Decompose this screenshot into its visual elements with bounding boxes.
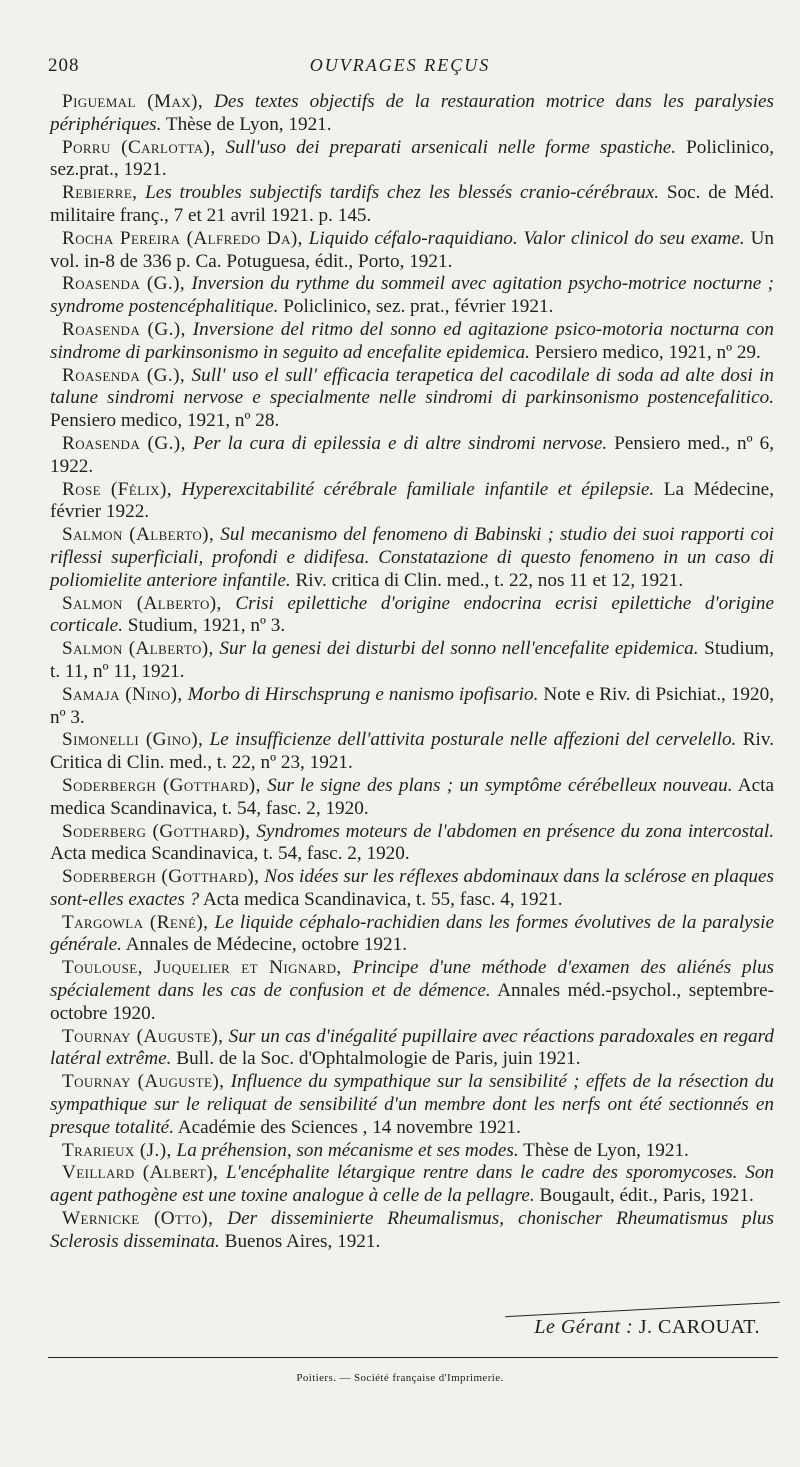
- reference-source: Riv. Critica di Clin. med., t. 22, nº 23, 1921.: [50, 729, 775, 774]
- reference-title: Sull'uso dei preparati arsenicali nelle forme spastiche.: [225, 136, 677, 158]
- reference-entry: [50, 912, 774, 958]
- reference-title: Inversione del ritmo del sonno ed agitazione psico-motoria nocturna con sindrome di parkinsonismo in seguito ad encefalite epidemica.: [50, 318, 774, 363]
- reference-source: Thèse de Lyon, 1921.: [165, 113, 332, 135]
- reference-author: Piguemal (Max),: [62, 91, 204, 112]
- reference-entry: [50, 1071, 774, 1139]
- reference-title: Liquido céfalo-raquidiano. Valor clinicol do seu exame.: [308, 227, 745, 249]
- reference-title: Sur la genesi dei disturbi del sonno nell'encefalite epidemica.: [219, 638, 699, 660]
- reference-author: Simonelli (Gino),: [62, 729, 204, 751]
- reference-entry: [50, 1162, 774, 1208]
- reference-author: Roasenda (G.),: [62, 364, 186, 386]
- reference-author: Rose (Félix),: [62, 478, 172, 500]
- reference-source: Studium, 1921, nº 3.: [127, 615, 286, 637]
- reference-author: Targowla (René),: [62, 911, 209, 933]
- reference-entry: [50, 319, 774, 365]
- reference-source: Buenos Aires, 1921.: [224, 1230, 381, 1252]
- reference-source: Policlinico, sez.prat., 1921.: [50, 136, 775, 181]
- reference-entry: [50, 729, 774, 775]
- reference-entry: [50, 137, 774, 183]
- reference-entry: [50, 957, 774, 1025]
- reference-title: Sur le signe des plans ; un symptôme cérébelleux nouveau.: [267, 774, 733, 796]
- running-title: OUVRAGES REÇUS: [309, 55, 491, 75]
- reference-author: Toulouse, Juquelier et Nignard,: [62, 957, 342, 979]
- reference-source: Riv. critica di Clin. med., t. 22, nos 11 et 12, 1921.: [295, 569, 684, 591]
- reference-source: Acta medica Scandinavica, t. 54, fasc. 2, 1920.: [50, 843, 410, 865]
- reference-title: L'encéphalite létargique rentre dans le cadre des sporomycoses. Son agent pathogène est une toxine analogue à celle de la pellagre.: [50, 1162, 775, 1207]
- reference-title: Per la cura di epilessia e di altre sindromi nervose.: [192, 432, 608, 454]
- reference-source: Studium, t. 11, nº 11, 1921.: [50, 638, 775, 682]
- reference-source: Bull. de la Soc. d'Ophtalmologie de Paris, juin 1921.: [176, 1048, 581, 1070]
- reference-title: Des textes objectifs de la restauration motrice dans les paralysies périphériques.: [50, 91, 775, 135]
- reference-source: Pensiero medico, 1921, nº 28.: [50, 410, 280, 432]
- reference-source: Annales méd.-psychol., septembre-octobre 1920.: [50, 980, 774, 1024]
- reference-title: Le insufficienze dell'attivita posturale nelle affezioni del cervelello.: [209, 729, 737, 751]
- reference-entry: [50, 775, 774, 821]
- reference-source: Acta medica Scandinavica, t. 54, fasc. 2, 1920.: [50, 774, 774, 819]
- reference-title: Sull' uso el sull' efficacia terapetica del cacodilale di soda ad alte dosi in talune sindromi nervose e specialmente nelle sindromi di parkinsonismo postencefalitico.: [50, 364, 775, 409]
- reference-title: Influence du sympathique sur la sensibilité ; effets de la résection du sympathique sur le reliquat de sensibilité d'un membre dont les nerfs ont été sectionnés en presque totalité.: [50, 1071, 775, 1138]
- reference-title: Der disseminierte Rheumalismus, chonischer Rheumatismus plus Sclerosis disseminata.: [50, 1208, 774, 1252]
- reference-entry: [50, 273, 774, 319]
- reference-author: Salmon (Alberto),: [62, 638, 214, 660]
- reference-source: La Médecine, février 1922.: [50, 478, 774, 523]
- reference-entry: [50, 1208, 774, 1254]
- reference-entry: [50, 821, 774, 867]
- reference-title: Principe d'une méthode d'examen des aliénés plus spécialement dans les cas de confusion et de démence.: [50, 957, 775, 1002]
- reference-source: Pensiero med., nº 6, 1922.: [50, 432, 775, 477]
- reference-source: Policlinico, sez. prat., février 1921.: [283, 296, 554, 318]
- reference-author: Rocha Pereira (Alfredo Da),: [62, 227, 303, 249]
- reference-author: Tournay (Auguste),: [62, 1025, 224, 1047]
- page-number: 208: [48, 55, 80, 76]
- reference-entry: [50, 365, 774, 433]
- reference-author: Salmon (Alberto),: [62, 524, 215, 546]
- reference-entry: [50, 91, 774, 137]
- reference-author: Roasenda (G.),: [62, 432, 186, 454]
- reference-entry: [50, 638, 774, 684]
- reference-author: Trarieux (J.),: [62, 1139, 172, 1161]
- reference-title: Sur un cas d'inégalité pupillaire avec réactions paradoxales en regard latéral extrême.: [50, 1025, 774, 1070]
- reference-source: Soc. de Méd. militaire franç., 7 et 21 avril 1921. p. 145.: [50, 182, 775, 226]
- reference-title: La préhension, son mécanisme et ses modes.: [176, 1139, 519, 1161]
- reference-source: Persiero medico, 1921, nº 29.: [534, 341, 761, 363]
- reference-title: Les troubles subjectifs tardifs chez les blessés cranio-cérébraux.: [145, 182, 660, 204]
- reference-entry: [50, 866, 774, 912]
- reference-author: Soderbergh (Gotthard),: [62, 866, 260, 888]
- reference-source: Thèse de Lyon, 1921.: [523, 1139, 689, 1161]
- gerant-line: [534, 1316, 760, 1339]
- reference-title: Hyperexcitabilité cérébrale familiale infantile et épilepsie.: [181, 478, 655, 500]
- gerant-label: Le Gérant :: [534, 1316, 634, 1338]
- reference-author: Porru (Carlotta),: [62, 136, 216, 158]
- reference-author: Tournay (Auguste),: [62, 1071, 225, 1093]
- reference-list: [50, 91, 774, 1254]
- reference-entry: [50, 684, 774, 730]
- reference-author: Rebierre,: [62, 182, 138, 204]
- reference-title: Sul mecanismo del fenomeno di Babinski ; studio dei suoi rapporti coi riflessi superficiali, profondi e didifesa. Constatazione di questo fenomeno in un caso di poliomielite anteriore infantile.: [50, 524, 774, 591]
- reference-entry: [50, 182, 774, 228]
- gerant-name: J. CAROUAT.: [638, 1316, 760, 1338]
- reference-author: Salmon (Alberto),: [62, 592, 222, 614]
- reference-title: Inversion du rythme du sommeil avec agitation psycho-motrice nocturne ; syndrome postencéphalitique.: [50, 273, 774, 318]
- reference-source: Bougault, édit., Paris, 1921.: [539, 1185, 754, 1207]
- reference-entry: [50, 479, 774, 525]
- reference-author: Wernicke (Otto),: [62, 1208, 214, 1230]
- reference-title: Morbo di Hirschsprung e nanismo ipofisario.: [187, 683, 539, 705]
- reference-source: Un vol. in-8 de 336 p. Ca. Potuguesa, édit., Porto, 1921.: [50, 227, 775, 272]
- reference-entry: [50, 1026, 774, 1072]
- reference-entry: [50, 524, 774, 592]
- footer-rule: [48, 1357, 778, 1358]
- signature-underline: [505, 1302, 780, 1317]
- reference-author: Roasenda (G.),: [62, 318, 186, 340]
- reference-title: Le liquide céphalo-rachidien dans les formes évolutives de la paralysie générale.: [50, 911, 775, 956]
- reference-author: Soderberg (Gotthard),: [62, 820, 251, 842]
- reference-source: Académie des Sciences , 14 novembre 1921.: [177, 1116, 521, 1138]
- imprint: Poitiers. — Société française d'Imprimerie.: [296, 1372, 504, 1384]
- reference-title: Syndromes moteurs de l'abdomen en présence du zona intercostal.: [256, 820, 775, 842]
- reference-source: Annales de Médecine, octobre 1921.: [125, 934, 408, 956]
- reference-title: Nos idées sur les réflexes abdominaux dans la sclérose en plaques sont-elles exactes ?: [50, 866, 775, 910]
- reference-entry: [50, 1140, 774, 1163]
- reference-source: Note e Riv. di Psichiat., 1920, nº 3.: [50, 683, 774, 728]
- reference-title: Crisi epilettiche d'origine endocrina ecrisi epilettiche d'origine corticale.: [50, 592, 774, 637]
- reference-author: Soderbergh (Gotthard),: [62, 774, 261, 796]
- reference-author: Samaja (Nino),: [62, 683, 183, 705]
- reference-entry: [50, 593, 774, 639]
- reference-author: Veillard (Albert),: [62, 1162, 219, 1184]
- reference-entry: [50, 228, 774, 274]
- reference-entry: [50, 433, 774, 479]
- reference-source: Acta medica Scandinavica, t. 55, fasc. 4, 1921.: [202, 888, 563, 910]
- reference-author: Roasenda (G.),: [62, 273, 186, 295]
